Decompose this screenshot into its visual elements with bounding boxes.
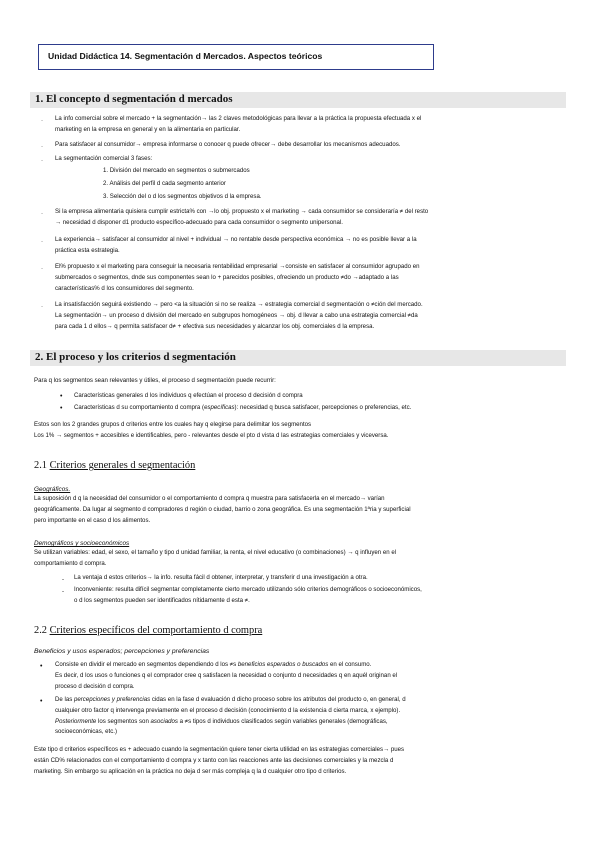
paragraph [34,494,554,526]
subsection-2-2-heading [34,625,564,636]
subsection-title: Criterios específicos del comportamiento d compra [49,625,263,636]
text-line: La segmentación→ un proceso d división del mercado en subgrupos homogéneos → obj. d llevar a cabo una estrategia comercial ≠da [55,311,418,319]
list-item [55,695,575,738]
text-line: La info comercial sobre el mercado + la segmentación→ las 2 claves metodológicas para llevar a la práctica la propuesta efectuada x el [55,115,422,122]
paragraph [55,114,575,136]
bullet-dot: · [41,143,44,150]
numbered-item: 1. División del mercado en segmentos o submercados [103,167,250,174]
bullet-dot: • [60,393,63,400]
text-span: los segmentos son [96,717,151,725]
paragraph [34,745,554,777]
bullet-dot: · [41,303,44,310]
subsection-number: 2.2 [34,625,47,636]
paragraph [55,235,575,257]
paragraph: Estos son los 2 grandes grupos d criterios entre los cuales hay q elegirse para delimitar los segmentos [34,421,312,428]
list-item: Características generales d los individuos q efectúan el proceso d decisión d compra [74,392,303,399]
numbered-item: 3. Selección del o d los segmentos objetivos d la empresa. [103,193,262,200]
text-line: Si la empresa alimentaria quisiera cumplir estricta% con →lo obj. propuesto x el marketing → cada consumidor se consideraría ≠ del resto [55,208,429,215]
list-item [55,660,575,692]
bullet-dot: • [40,663,43,670]
text-line: socioeconómicas, etc.) [55,728,117,736]
text-span: en el consumo. [328,661,372,668]
text-line [55,717,575,728]
paragraph [55,300,575,332]
text-span: beneficios esperados o buscados [237,661,329,668]
numbered-item: 2. Análisis del perfil d cada segmento anterior [103,180,226,187]
subsection-2-1-heading [34,460,564,471]
text-line: comportamiento d compra. [34,559,107,567]
text-line: submercados o segmentos, dnde sus componentes sean lo + parecidos posibles, ofreciendo un producto ≠do →adaptado a las [55,273,399,281]
text-line: La insatisfacción seguirá existiendo → pero <a la situación si no se realiza → estrategia comercial d segmentación o ≠ción del mercado. [55,301,423,308]
text-line: están CD% relacionados con el comportamiento d compra y x tanto con las reacciones ante las decisiones comerciales y la mezcla d [34,756,394,764]
bullet-dot: · [41,265,44,272]
text-span: asociados [150,717,178,725]
document-title: Unidad Didáctica 14. Segmentación d Mercados. Aspectos teóricos [38,44,434,70]
list-item [74,403,594,414]
subsection-number: 2.1 [34,460,47,471]
paragraph: Para satisfacer al consumidor→ empresa informarse o conocer q puede ofrecer→ debe desarrollar los mecanismos adecuados. [55,141,401,148]
text-span: específicas [204,404,235,411]
subheading: Demográficos y socioeconómicos [34,540,130,547]
bullet-dash: - [62,588,65,595]
text-span: Posteriormente [55,717,97,725]
paragraph: Los 1% → segmentos + accesibles e identificables, pero - relevantes desde el pto d vista d las estrategias comerciales y viceversa. [34,432,389,439]
paragraph [55,207,575,229]
paragraph: Para q los segmentos sean relevantes y útiles, el proceso d segmentación puede recurrir: [34,377,276,384]
bullet-dot: · [41,238,44,245]
text-line: cualquier otro factor q intervenga previamente en el proceso d decisión (conocimiento d la existencia d cierta marca, x ejemplo). [55,706,401,714]
text-line: geográficamente. Da lugar al segmento d compradores d región o ciudad, barrio o zona geográfica. Es una segmentación 1ªria y superficial [34,505,411,513]
bullet-dot: · [41,210,44,217]
section-1-heading: 1. El concepto d segmentación d mercados [30,92,566,108]
text-span: a ≠s tipos d individuos clasificados según variables generales (demográficas, [177,717,388,725]
text-line: características% d los consumidores del segmento. [55,284,194,292]
subheading: Geográficos. [34,486,71,493]
paragraph [55,262,575,294]
text-span: ): necesidad q busca satisfacer, percepciones o preferencias, etc. [234,404,412,411]
paragraph [34,548,554,570]
section-2-heading: 2. El proceso y los criterios d segmentación [30,350,566,366]
text-span: Características d su comportamiento d compra ( [74,404,205,411]
bullet-dash: - [62,576,65,583]
text-line: marketing. Sin embargo su aplicación en la práctica no deja d ser más compleja q la d cualquier otro tipo d criterios. [34,767,347,775]
text-line: La experiencia→ satisfacer al consumidor al nivel + individual → no rentable desde perspectiva económica → no es posible llevar a la [55,236,417,243]
subheading: Beneficios y usos esperados; percepciones y preferencias [34,648,210,655]
bullet-dot: • [40,698,43,705]
text-line: Se utilizan variables: edad, el sexo, el tamaño y tipo d unidad familiar, la renta, el nivel educativo (o combinaciones) → q influyen en el [34,549,397,556]
subsection-title: Criterios generales d segmentación [49,460,196,471]
list-item [74,585,594,607]
text-line: práctica esta estrategia. [55,246,120,254]
text-line: para cada 1 d ellos→ q permita satisfacer d≠ + efectiva sus necesidades y alcanzar los obj. comerciales d la empresa. [55,322,375,330]
text-line: El% propuesto x el marketing para conseguir la necesaria rentabilidad empresarial →consiste en satisfacer al consumidor agrupado en [55,263,420,270]
text-line: Este tipo d criterios específicos es + adecuado cuando la segmentación quiere tener cierta utilidad en las estrategias comerciales→ pues [34,746,405,753]
bullet-dot: · [41,117,44,124]
text-line: pero importante en el caso d los alimentos. [34,516,151,524]
text-line: La suposición d q la necesidad del consumidor o el comportamiento d compra q muestra para satisfacerla en el mercado→ varían [34,495,385,502]
text-span: De las [55,696,74,703]
list-item: La ventaja d estos criterios→ la info. resulta fácil d obtener, interpretar, y transferir d una investigación a otra. [74,574,368,581]
text-line: Es decir, d los usos o funciones q el comprador cree q satisfacen la necesidad o conjunto d necesidades q en aquél originan el [55,671,398,679]
text-line: proceso d decisión d compra. [55,682,135,690]
text-line [55,660,575,671]
text-line: o d los segmentos pueden ser identificados nítidamente d esta ≠. [74,596,250,604]
text-span: Consiste en dividir el mercado en segmentos dependiendo d los ≠s [55,661,238,668]
text-line [55,695,575,706]
text-span: cidas en la fase d evaluación d dicho proceso sobre los atributos del producto o, en general, d [150,696,406,703]
text-line: Inconveniente: resulta difícil segmentar completamente cierto mercado utilizando sólo criterios demográficos o socioeconómicos, [74,586,422,593]
bullet-dot: • [60,405,63,412]
text-span: percepciones y preferencias [73,696,151,703]
bullet-dot: · [41,157,44,164]
text-line: marketing en la empresa en general y en la alimentaria en particular. [55,125,241,133]
paragraph: La segmentación comercial 3 fases: [55,155,153,162]
text-line: → necesidad d disponer d1 producto específico-adecuado para cada consumidor o segmento unipersonal. [55,218,343,226]
